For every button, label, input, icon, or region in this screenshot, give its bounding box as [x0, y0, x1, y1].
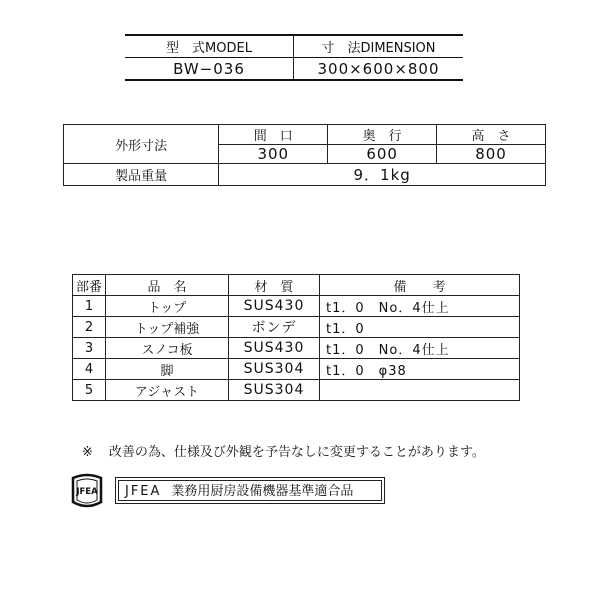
table-row	[73, 338, 520, 359]
header-part-name: 品 名	[106, 275, 229, 296]
part-material: SUS304	[229, 380, 320, 401]
part-no: 1	[73, 296, 106, 317]
part-name: トップ補強	[106, 317, 229, 338]
part-no: 2	[73, 317, 106, 338]
part-name: トップ	[106, 296, 229, 317]
jfea-certification-box	[118, 480, 382, 501]
part-no: 4	[73, 359, 106, 380]
parts-table	[72, 274, 520, 401]
header-part-no: 部番	[73, 275, 106, 296]
part-material: SUS430	[229, 338, 320, 359]
note-text: 改善の為、仕様及び外観を予告なしに変更することがあります。	[108, 445, 485, 460]
part-name: スノコ板	[106, 338, 229, 359]
height-header: 高 さ	[437, 125, 546, 145]
part-name: アジャスト	[106, 380, 229, 401]
parts-header-row	[73, 275, 520, 296]
jfea-logo-text: JFEA	[76, 487, 98, 497]
outer-size-label: 外形寸法	[64, 125, 219, 164]
change-notice	[82, 441, 485, 460]
weight-value: 9．1kg	[219, 164, 546, 186]
jfea-logo-icon	[69, 472, 105, 510]
jfea-label: 業務用厨房設備機器基準適合品	[171, 484, 354, 499]
width-value: 300	[219, 145, 328, 164]
width-header: 間 口	[219, 125, 328, 145]
jfea-abbr: JFEA	[125, 484, 162, 499]
part-material: SUS430	[229, 296, 320, 317]
part-notes: t1．0	[320, 317, 520, 338]
dimensions-table	[63, 124, 546, 186]
part-notes: t1．0 φ38	[320, 359, 520, 380]
table-row	[73, 317, 520, 338]
table-row	[73, 296, 520, 317]
model-value: BW−036	[125, 58, 294, 81]
part-notes: t1．0 No．4仕上	[320, 338, 520, 359]
part-material: SUS304	[229, 359, 320, 380]
table-row	[73, 359, 520, 380]
weight-label: 製品重量	[64, 164, 219, 186]
part-notes: t1．0 No．4仕上	[320, 296, 520, 317]
note-mark: ※	[82, 445, 93, 460]
part-material: ボンデ	[229, 317, 320, 338]
part-no: 5	[73, 380, 106, 401]
header-notes: 備 考	[320, 275, 520, 296]
model-table	[125, 34, 463, 81]
depth-value: 600	[328, 145, 437, 164]
dimension-header: 寸 法DIMENSION	[294, 35, 464, 58]
part-notes	[320, 380, 520, 401]
model-header: 型 式MODEL	[125, 35, 294, 58]
table-row	[73, 380, 520, 401]
header-material: 材 質	[229, 275, 320, 296]
height-value: 800	[437, 145, 546, 164]
dimension-value: 300×600×800	[294, 58, 464, 81]
depth-header: 奥 行	[328, 125, 437, 145]
part-name: 脚	[106, 359, 229, 380]
part-no: 3	[73, 338, 106, 359]
